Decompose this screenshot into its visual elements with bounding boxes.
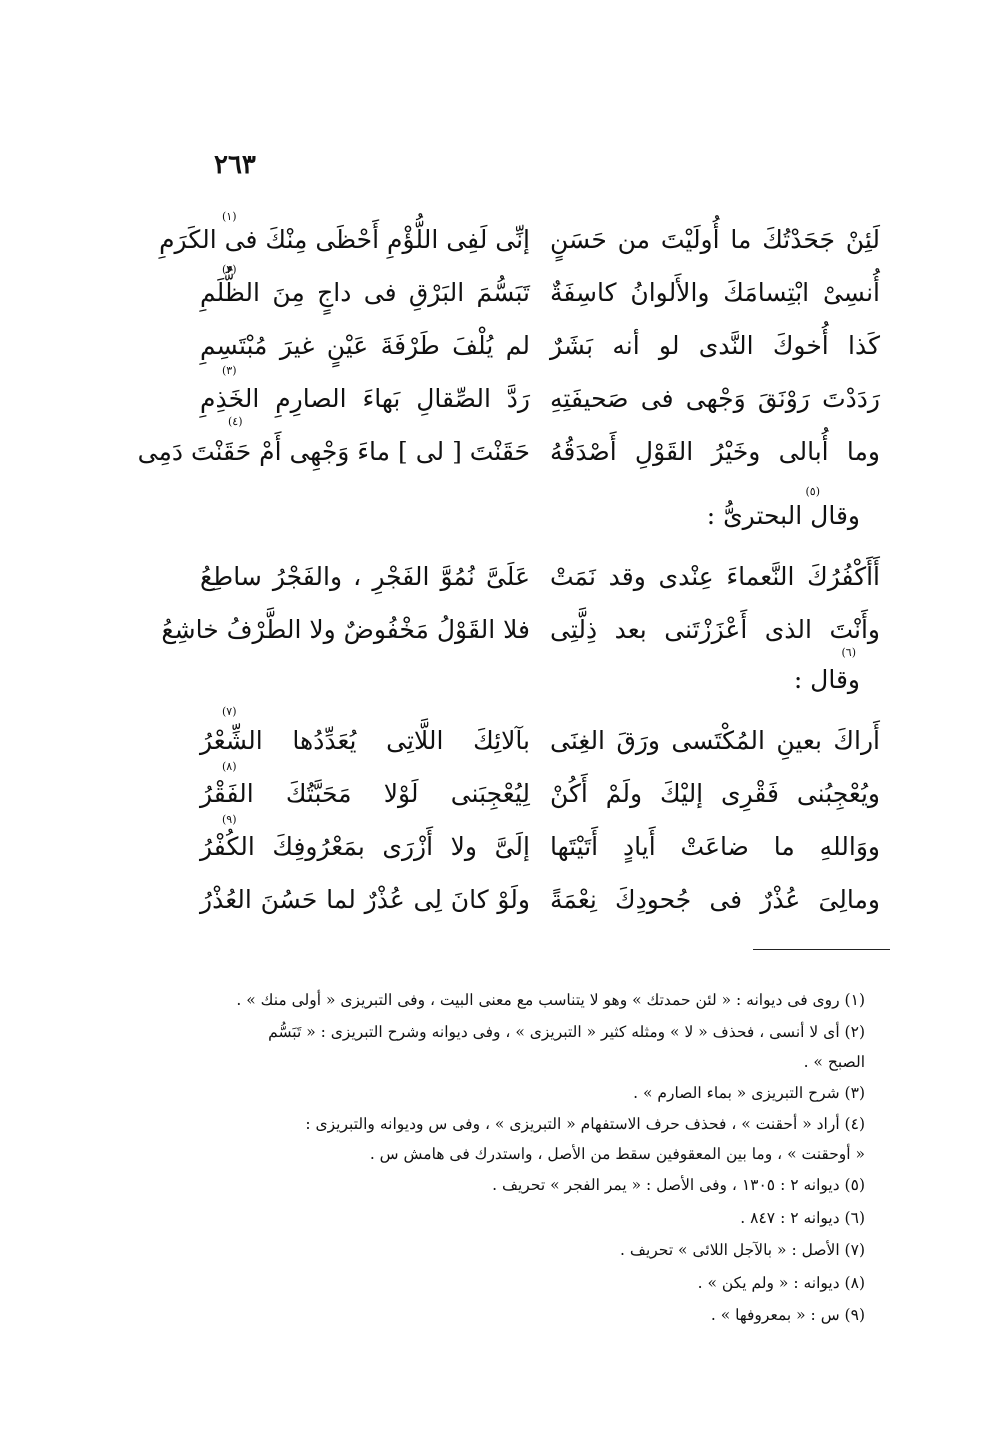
first-hemistich: لَئِنْ جَحَدْتُكَ ما أُولَيْتَ من حَسَنٍ: [550, 225, 880, 254]
first-hemistich: ووَاللهِ ما ضاعَتْ أَيادٍ أَتَيْتَها: [550, 832, 880, 861]
footnote-continuation: الصبح » .: [803, 1052, 865, 1071]
footnote-marker: (٨): [222, 760, 237, 773]
second-hemistich: بآلائِكَ اللَّاتِى يُعَدِّدُها الشِّعْرُ: [200, 726, 530, 755]
verse: [137, 425, 880, 478]
page-number: ٢٦٣: [214, 150, 256, 180]
verse: [200, 813, 880, 873]
verse: [159, 210, 880, 266]
footnote-separator: [753, 949, 890, 950]
second-hemistich: ولَوْ كانَ لِى عُذْرٌ لما حَسُنَ العُذْرُ: [200, 885, 530, 914]
poem-2: [161, 550, 880, 656]
footnote-marker: (٢): [222, 263, 237, 276]
poem-1: [137, 210, 880, 478]
footnotes: [190, 984, 865, 1332]
footnote: (٤) أراد « أحقنت » ، فحذف حرف الاستفهام « التبريزى » ، وفى س وديوانه والتبريزى :: [305, 1115, 865, 1133]
verse: [200, 263, 880, 319]
second-hemistich: فلا القَوْلُ مَخْفُوضٌ ولا الطَّرْفُ خاشِعُ: [161, 615, 530, 644]
footnote-marker: (٦): [841, 646, 856, 659]
verse: [200, 372, 880, 428]
second-hemistich: لم يُلْفَ طَرْفَةَ عَيْنٍ غيرَ مُبْتَسِمِ: [200, 331, 530, 360]
footnote: (٦) ديوانه ٢ : ٨٤٧ .: [740, 1208, 865, 1227]
second-hemistich: إلَىَّ ولا أَزْرَى بمَعْرُوفِكَ الكُفْرُ: [200, 832, 530, 861]
second-hemistich: إنِّى لَفِى اللُّؤْمِ أَحْظَى مِنْكَ فى الكَرَمِ: [159, 225, 530, 254]
intro-text: وقال :: [793, 665, 860, 694]
footnote: (٢) أى لا أنسى ، فحذف « لا » ومثله كثير « التبريزى » ، وفى ديوانه وشرح التبريزى : « تَبَسُّم: [268, 1022, 865, 1041]
footnote: (٨) ديوانه : « ولم يكن » .: [697, 1273, 865, 1292]
footnote: (٧) الأصل : « بالآجل اللائى » تحريف .: [620, 1241, 865, 1259]
verse: [200, 550, 880, 603]
footnote-marker: (٧): [222, 705, 237, 718]
first-hemistich: رَدَدْتَ رَوْنَقَ وَجْهى فى صَحيفَتِهِ: [550, 384, 880, 413]
verse: [200, 873, 880, 926]
footnote: (٥) ديوانه ٢ : ١٣٠٥ ، وفى الأصل : « يمر الفجر » تحريف .: [492, 1176, 865, 1194]
footnote-marker: (١): [222, 210, 237, 223]
second-hemistich: عَلَىَّ نُمُوَّ الفَجْرِ ، والفَجْرُ ساطِعُ: [200, 562, 530, 591]
footnote-marker: (٣): [222, 364, 237, 377]
first-hemistich: ويُعْجِبُنى فَقْرِى إليْكَ ولَمْ أَكُنْ: [550, 779, 880, 808]
footnote-marker: (٤): [228, 415, 243, 428]
first-hemistich: أَراكَ بعينِ المُكْتَسى ورَقَ الغِنَى: [550, 726, 880, 755]
second-hemistich: تَبَسُّمَ البَرْقِ فى داجٍ مِنَ الظُّلَمِ: [200, 278, 530, 307]
footnote: (٣) شرح التبريزى « بماء الصارم » .: [633, 1083, 865, 1102]
second-hemistich: رَدَّ الصِّقالِ بَهاءَ الصارِمِ الخَذِمِ: [200, 384, 530, 413]
intro-text: وقال البحترىُّ :: [706, 501, 860, 530]
second-hemistich: حَقَنْتَ [ لى ] ماءَ وَجْهِى أَمْ حَقَنْتَ دَمِى: [137, 437, 530, 466]
second-hemistich: لِيُعْجِبَنى لَوْلا مَحَبَّتُكَ الفَقْرُ: [200, 779, 530, 808]
verse: [161, 603, 880, 656]
verse: [200, 319, 880, 377]
footnote-continuation: « أوحقنت » ، وما بين المعقوفين سقط من الأصل ، واستدرك فى هامش س .: [369, 1145, 865, 1163]
first-hemistich: وما أُبالى وخَيْرُ القَوْلِ أَصْدَقُهُ: [550, 437, 880, 466]
first-hemistich: أُنسِىْ ابْتِسامَكَ والأَلوانُ كاسِفَةٌ: [550, 278, 880, 307]
first-hemistich: كَذا أُخوكَ النَّدى لو أنه بَشَرٌ: [550, 331, 880, 360]
first-hemistich: أَأَكْفُرُكَ النَّعماءَ عِنْدى وقد نَمَتْ: [550, 562, 880, 591]
poem-intro: [706, 485, 860, 536]
footnote-marker: (٩): [222, 813, 237, 826]
verse: [200, 760, 880, 820]
footnote: (١) روى فى ديوانه : « لئن حمدتك » وهو لا يتناسب مع معنى البيت ، وفى التبريزى « أولى منك » .: [236, 991, 865, 1009]
first-hemistich: ومالِىَ عُذْرٌ فى جُحودِكَ نِعْمَةً: [550, 885, 880, 914]
verse: [200, 705, 880, 767]
footnote-marker: (٥): [805, 485, 820, 498]
poem-intro: [793, 646, 860, 700]
poem-3: [200, 705, 880, 926]
footnote: (٩) س : « بمعروفها » .: [710, 1306, 865, 1324]
first-hemistich: وأَنْتَ الذى أَعْزَزْتَنى بعد ذِلَّتِى: [550, 615, 880, 644]
